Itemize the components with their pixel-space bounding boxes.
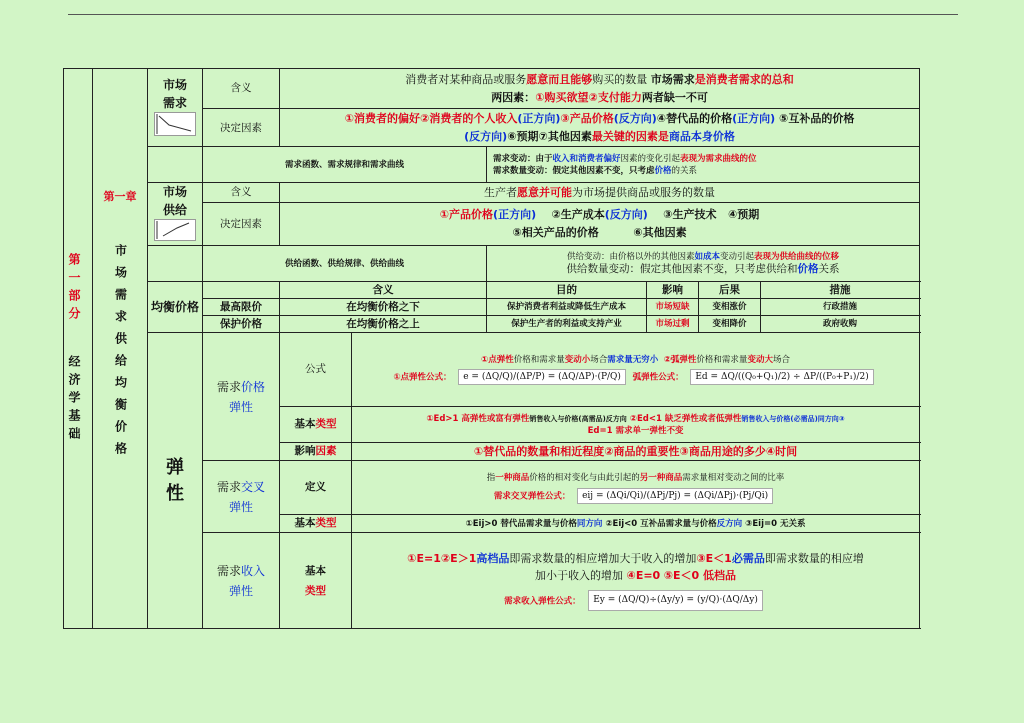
eq-row-result: 变相降价: [699, 316, 761, 333]
price-line1-h: 变动大: [747, 355, 773, 365]
demand-def-a: 消费者对某种商品或服务: [405, 72, 527, 86]
price-line1-i: 场合: [772, 355, 790, 365]
supply-change1-a: 供给变动：由价格以外的其他因素: [566, 252, 695, 262]
supply-def-b: 为市场提供商品或服务的数量: [572, 186, 716, 200]
demand-curve-icon: [155, 113, 195, 135]
elasticity-title-cell: [148, 333, 203, 629]
cross-formula-image: eij = (ΔQi/Qi)/(ΔPj/Pj) = (ΔQi/ΔPj)·(Pj/Qi): [577, 488, 773, 504]
cross-def-b: 一种商品: [495, 472, 530, 483]
part-cell: [64, 69, 93, 629]
price-types-label-a: 基本: [294, 418, 316, 430]
demand-def-label: 含义: [203, 69, 280, 109]
eq-row-meaning: 在均衡价格之下: [280, 299, 487, 316]
demand-det-4b: (反方向): [464, 129, 508, 143]
price-factors-label-b: 因素: [315, 445, 337, 457]
supply-spacer: [148, 246, 203, 282]
cross-types-1b: 同方向: [576, 518, 603, 529]
eq-header-purpose: 目的: [487, 282, 647, 299]
demand-det-1: ①消费者的偏好②消费者的个人收入: [344, 111, 518, 125]
income-line1-d: ③E＜1: [696, 552, 732, 565]
supply-det-2b: (反方向): [604, 208, 648, 222]
supply-det-4: ④预期: [727, 208, 760, 222]
cross-formula-label: 需求交叉弹性公式：: [493, 491, 571, 501]
demand-def-red-a: 愿意而且能够: [526, 72, 593, 86]
price-line1-g: 价格和需求量: [696, 355, 748, 365]
income-types-label: [280, 533, 352, 629]
demand-change1-a: 需求变动：由于: [493, 153, 553, 164]
supply-change1-d: 表现为供给曲线的位移: [754, 252, 840, 262]
eq-header-effect: 影响: [647, 282, 699, 299]
supply-change1-c: 变动引起: [720, 252, 755, 262]
demand-det-key2: 商品本身价格: [668, 129, 735, 143]
cross-def-cell: [352, 461, 920, 515]
demand-def-red-b: 是消费者需求的总和: [694, 72, 794, 86]
cross-types-1: ①Eij>0 替代品需求量与价格: [465, 518, 577, 529]
cross-def-c: 价格的相对变化与由此引起的: [529, 472, 640, 483]
eq-header-measure: 措施: [761, 282, 920, 299]
price-line1-a: ①点弹性: [481, 355, 514, 365]
supply-change2-b: 价格: [797, 263, 819, 275]
income-line2-a: 加小于收入的增加: [535, 569, 623, 582]
income-formula-image: Ey = (ΔQ/Q)÷(Δy/y) = (y/Q)·(ΔQ/Δy): [588, 590, 763, 611]
supply-det-cell: [280, 203, 920, 246]
price-line1-d: 场合: [590, 355, 608, 365]
supply-def-cell: [280, 183, 920, 203]
cross-label-b: 交叉: [241, 479, 266, 494]
eq-row-result: 变相涨价: [699, 299, 761, 316]
demand-change-cell: [487, 147, 920, 183]
supply-curve-graph: [154, 219, 196, 241]
eq-row-purpose: 保护生产者的利益或支持产业: [487, 316, 647, 333]
supply-change2-c: 关系: [818, 263, 840, 275]
two-factors-label: 两因素：: [491, 90, 536, 104]
demand-change1-d: 表现为需求曲线的位: [680, 153, 757, 164]
eq-row-name: 保护价格: [203, 316, 280, 333]
eq-row-effect: 市场过剩: [647, 316, 699, 333]
price-formula-label: 公式: [280, 333, 352, 407]
income-label-b: 收入: [241, 563, 266, 578]
supply-change2-a: 供给数量变动：假定其他因素不变，只考虑供给和: [566, 263, 798, 275]
price-elasticity-label: [203, 333, 280, 461]
demand-change1-c: 因素的变化引起: [620, 153, 681, 164]
cross-def-d: 另一种商品: [639, 472, 683, 483]
price-factors-label: [280, 443, 352, 461]
demand-det-2: ③产品价格: [560, 111, 614, 125]
supply-curve-icon: [155, 220, 195, 240]
eq-row-effect: 市场短缺: [647, 299, 699, 316]
price-label-b: 价格: [241, 379, 266, 394]
income-line2-b: ④E=0: [626, 569, 661, 582]
eq-header-blank: [203, 282, 280, 299]
income-formula-label: 需求收入弹性公式：: [504, 596, 581, 607]
supply-det-label: 决定因素: [203, 203, 280, 246]
income-line1-e: 必需品: [731, 552, 765, 565]
supply-det-3: ③生产技术: [663, 208, 717, 222]
chapter-title: 市场需求供给均衡价格: [113, 244, 128, 464]
income-line1-b: 高档品: [476, 552, 510, 565]
demand-change2-c: 的关系: [671, 165, 698, 176]
income-types-cell: [352, 533, 920, 629]
point-formula-label: ①点弹性公式：: [393, 372, 452, 383]
factor-1: ①购买欲望: [535, 90, 589, 104]
cross-types-label-b: 类型: [315, 517, 337, 529]
demand-change2-b: 价格: [654, 165, 672, 176]
supply-det-5: ⑤相关产品的价格: [512, 226, 599, 240]
arc-formula-label: 弧弹性公式：: [632, 372, 684, 383]
cross-types-3: ③Eij=0 无关系: [745, 518, 806, 529]
eq-row-measure: 政府收购: [761, 316, 920, 333]
price-formula-cell: [352, 333, 920, 407]
demand-det-5: ⑥预期⑦其他因素: [507, 129, 592, 143]
income-line1-c: 即需求数量的相应增加大于收入的增加: [509, 552, 697, 565]
cross-types-2: ②Eij<0 互补品需求量与价格: [605, 518, 717, 529]
demand-change2-a: 需求数量变动：假定其他因素不变，只考虑: [493, 165, 655, 176]
part-title: 第一部分: [67, 252, 81, 325]
demand-curve-graph: [154, 112, 196, 136]
income-label-a: 需求: [216, 563, 241, 578]
supply-def-a: 生产者: [484, 186, 518, 200]
point-formula-image: e = (ΔQ/Q)/(ΔP/P) = (ΔQ/ΔP)·(P/Q): [458, 369, 626, 385]
cross-label-a: 需求: [216, 479, 241, 494]
price-line1-c: 变动小: [564, 355, 591, 365]
supply-det-1: ①产品价格: [439, 208, 494, 222]
price-types-1b: 销售收入与价格(高需品)反方向: [529, 414, 627, 423]
price-label-c: 弹性: [228, 399, 253, 414]
price-line1-f: ②弧弹性: [663, 355, 697, 365]
income-types-label-a: 基本: [305, 564, 326, 577]
cross-def-a: 指: [486, 472, 496, 483]
chapter-cell: [93, 69, 148, 629]
summary-table: [63, 68, 920, 629]
equilibrium-title: 均衡价格: [148, 282, 203, 333]
price-types-label: [280, 407, 352, 443]
cross-def-label: 定义: [280, 461, 352, 515]
price-types-2: ②Ed<1 缺乏弹性或者低弹性: [629, 413, 742, 424]
demand-det-3b: (正方向): [732, 111, 776, 125]
demand-def-b: 购买的数量: [592, 72, 648, 86]
demand-det-label: 决定因素: [203, 109, 280, 147]
supply-det-2: ②生产成本: [551, 208, 605, 222]
eq-header-meaning: 含义: [280, 282, 487, 299]
supply-title: 市场供给: [162, 185, 187, 217]
cross-types-label: [280, 515, 352, 533]
demand-change1-b: 收入和消费者偏好: [552, 153, 621, 164]
eq-row-purpose: 保护消费者利益或降低生产成本: [487, 299, 647, 316]
demand-det-key: 最关键的因素是: [591, 129, 669, 143]
demand-func-label: 需求函数、需求规律和需求曲线: [203, 147, 487, 183]
part-subtitle: 经济学基础: [67, 354, 81, 445]
demand-det-cell: [280, 109, 920, 147]
supply-det-1b: (正方向): [493, 208, 537, 222]
price-types-3: Ed=1 需求单一弹性不变: [587, 425, 684, 436]
eq-row-name: 最高限价: [203, 299, 280, 316]
income-line1-a: ①E=1②E＞1: [407, 552, 477, 565]
supply-def-red: 愿意并可能: [517, 186, 573, 200]
arc-formula-image: Ed = ΔQ/((Q₀+Q₁)/2) ÷ ΔP/((P₀+P₁)/2): [690, 369, 873, 385]
price-types-label-b: 类型: [315, 418, 337, 430]
income-elasticity-label: [203, 533, 280, 629]
price-line1-b: 价格和需求量: [513, 355, 565, 365]
supply-def-label: 含义: [203, 183, 280, 203]
cross-types-cell: [352, 515, 920, 533]
price-types-2b: 销售收入与价格(必需品)同方向③: [741, 414, 845, 423]
income-label-c: 弹性: [228, 583, 253, 598]
chapter-num: 第一章: [103, 190, 137, 203]
demand-title-cell: [148, 69, 203, 147]
demand-det-4: ⑤互补品的价格: [779, 111, 855, 125]
price-types-cell: [352, 407, 920, 443]
demand-spacer: [148, 147, 203, 183]
supply-change-cell: [487, 246, 920, 282]
cross-elasticity-label: [203, 461, 280, 533]
eq-header-result: 后果: [699, 282, 761, 299]
demand-def-cell: [280, 69, 920, 109]
demand-det-3: ④替代品的价格: [656, 111, 733, 125]
price-line1-e: 需求量无穷小: [607, 355, 659, 365]
cross-types-label-a: 基本: [294, 517, 316, 529]
market-demand-label: 市场需求: [650, 72, 695, 86]
supply-title-cell: [148, 183, 203, 246]
demand-det-2b: (反方向): [613, 111, 657, 125]
price-label-a: 需求: [216, 379, 241, 394]
income-types-label-b: 类型: [305, 584, 326, 597]
cross-types-2b: 反方向: [716, 518, 743, 529]
price-types-1: ①Ed>1 高弹性或富有弹性: [426, 413, 530, 424]
demand-det-1b: (正方向): [517, 111, 561, 125]
eq-row-measure: 行政措施: [761, 299, 920, 316]
cross-label-c: 弹性: [228, 499, 253, 514]
factor-2: ②支付能力: [588, 90, 642, 104]
income-line2-c: ⑤E＜0 低档品: [663, 569, 737, 582]
demand-title: 市场需求: [162, 77, 187, 110]
cross-def-e: 需求量相对变动之间的比率: [682, 472, 785, 483]
elasticity-title: 弹性: [166, 456, 184, 504]
top-rule: [68, 14, 958, 15]
price-factors: ①替代品的数量和相近程度②商品的重要性③商品用途的多少④时间: [352, 443, 920, 461]
factor-tail: 两者缺一不可: [641, 90, 708, 104]
supply-det-6: ⑥其他因素: [633, 226, 687, 240]
eq-row-meaning: 在均衡价格之上: [280, 316, 487, 333]
supply-change1-b: 如成本: [694, 252, 721, 262]
income-line1-f: 即需求数量的相应增: [764, 552, 864, 565]
price-factors-label-a: 影响: [294, 445, 316, 457]
supply-func-label: 供给函数、供给规律、供给曲线: [203, 246, 487, 282]
